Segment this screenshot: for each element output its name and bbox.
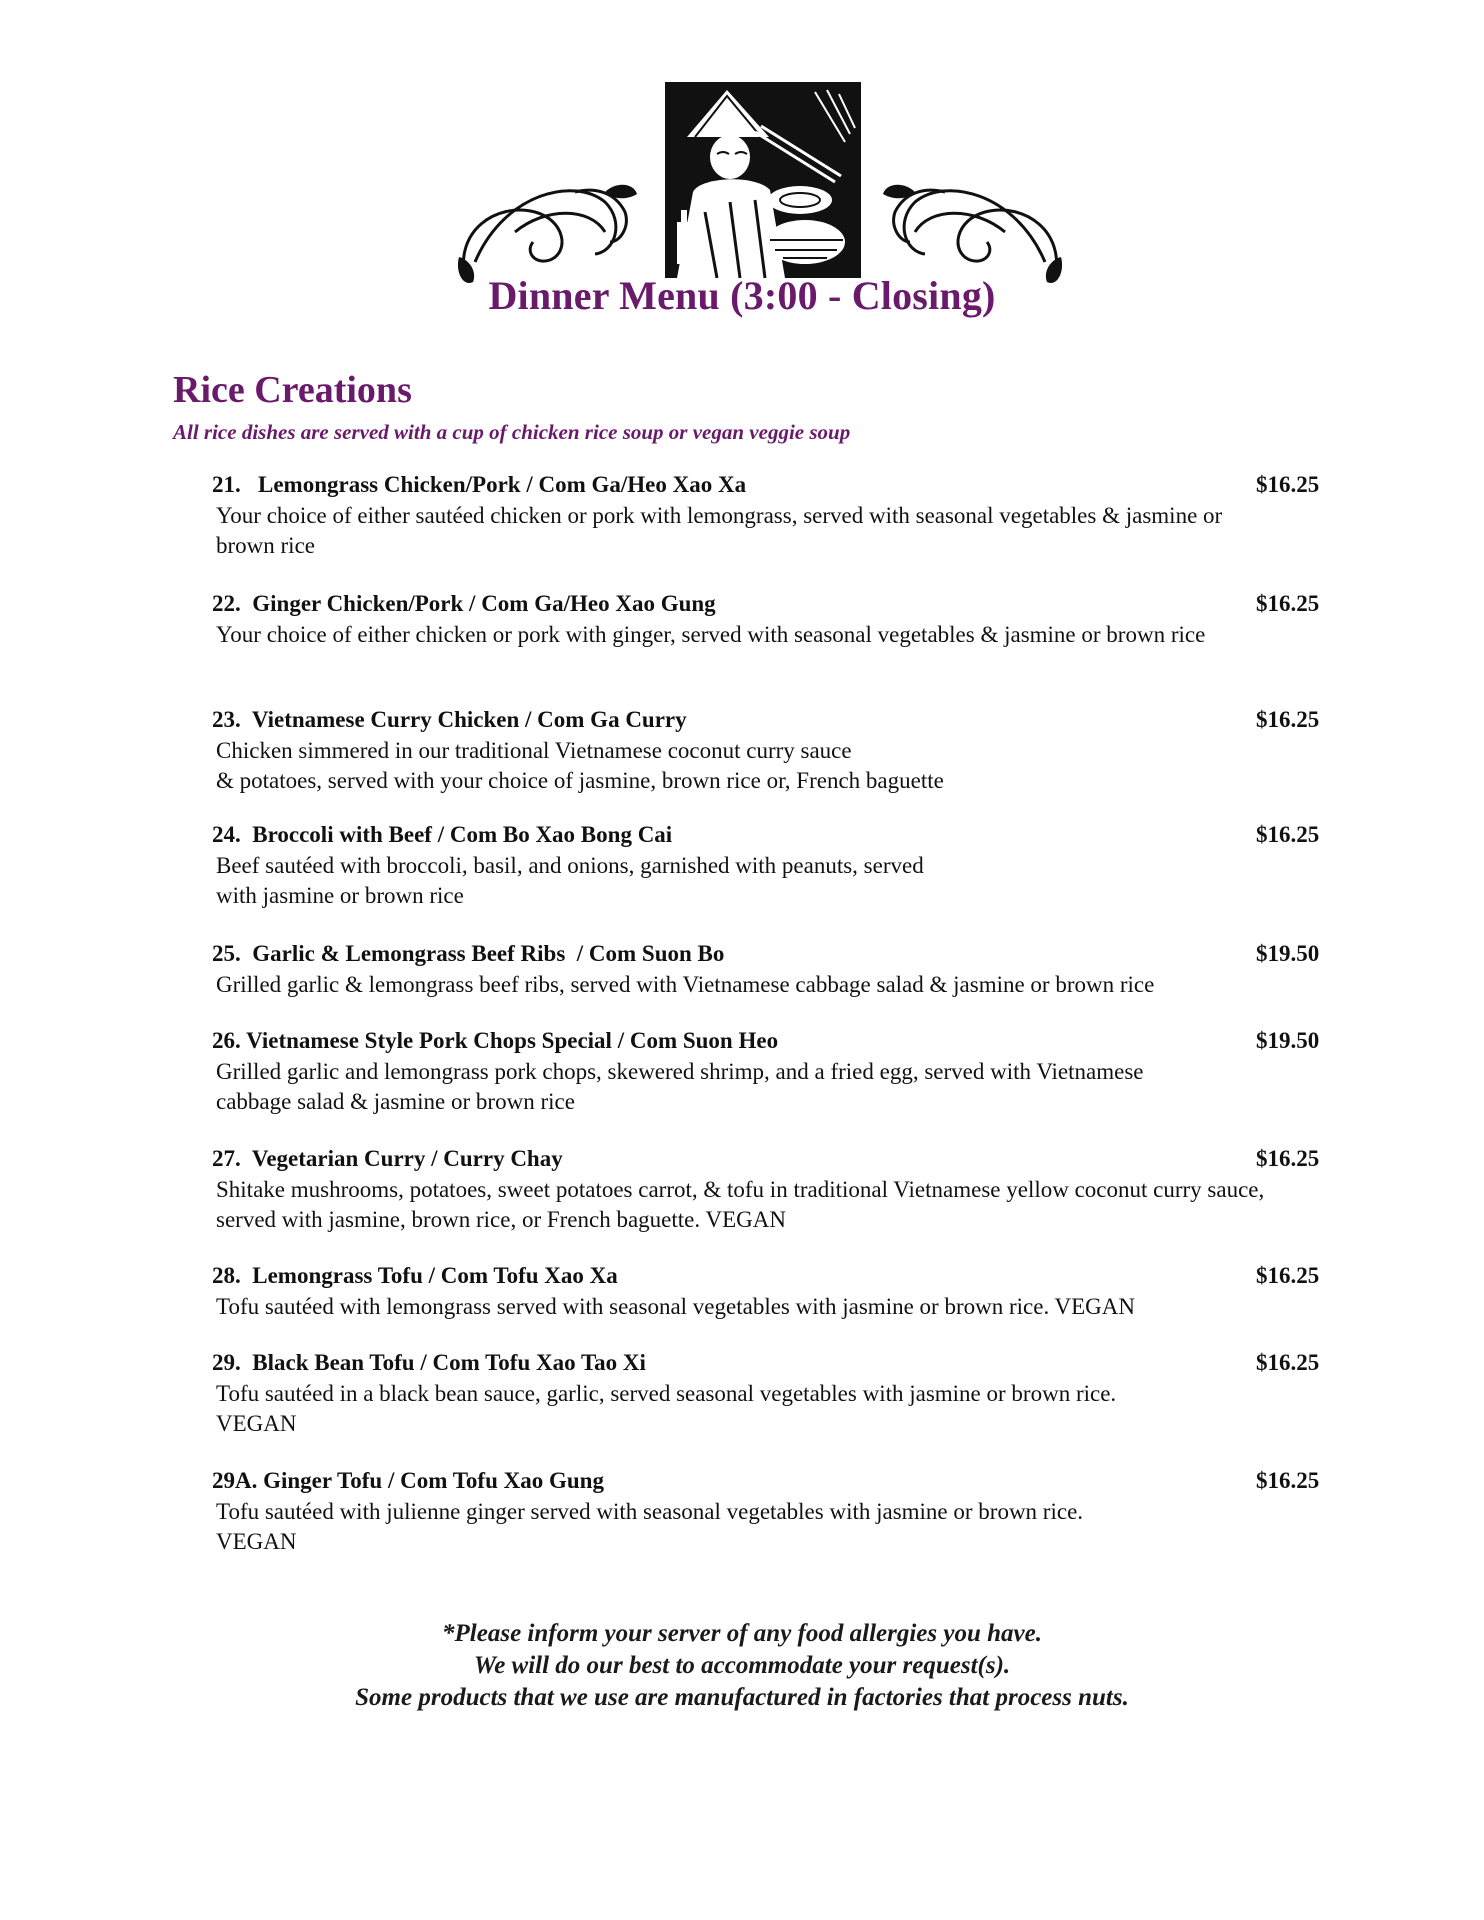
item-name: 21. Lemongrass Chicken/Pork / Com Ga/Heo Xao Xa	[212, 472, 747, 497]
item-name: 29. Black Bean Tofu / Com Tofu Xao Tao Xi	[212, 1350, 646, 1375]
menu-item	[212, 707, 1332, 796]
menu-item	[212, 472, 1332, 561]
item-description: Your choice of either sautéed chicken or pork with lemongrass, served with seasonal vegetables & jasmine or brown rice	[216, 503, 1223, 558]
section-subtitle: All rice dishes are served with a cup of chicken rice soup or vegan veggie soup	[173, 420, 851, 444]
item-name: 25. Garlic & Lemongrass Beef Ribs / Com Suon Bo	[212, 941, 725, 966]
allergy-notice-line: We will do our best to accommodate your request(s).	[473, 1652, 1011, 1679]
woman-conical-hat-woodcut	[665, 82, 861, 278]
item-price: $16.25	[1256, 822, 1320, 847]
menu-item	[212, 591, 1332, 650]
item-description-line: Tofu sautéed in a black bean sauce, garlic, served seasonal vegetables with jasmine or brown rice.	[216, 1381, 1117, 1406]
item-description: Tofu sautéed with lemongrass served with seasonal vegetables with jasmine or brown rice. VEGAN	[216, 1294, 1136, 1319]
item-name: 29A. Ginger Tofu / Com Tofu Xao Gung	[212, 1468, 604, 1493]
item-name: 24. Broccoli with Beef / Com Bo Xao Bong Cai	[212, 822, 673, 847]
page-title: Dinner Menu (3:00 - Closing)	[488, 273, 996, 318]
menu-item	[212, 822, 1332, 911]
allergy-notice-line: *Please inform your server of any food allergies you have.	[442, 1620, 1042, 1647]
menu-item	[212, 1350, 1332, 1439]
menu-item	[212, 1468, 1332, 1557]
menu-item	[212, 941, 1332, 1000]
item-price: $16.25	[1256, 707, 1320, 732]
item-price: $16.25	[1256, 1146, 1320, 1171]
allergy-notice-line: Some products that we use are manufactured in factories that process nuts.	[355, 1684, 1129, 1711]
item-description-line: VEGAN	[216, 1411, 297, 1436]
item-description-line: VEGAN	[216, 1529, 297, 1554]
item-description: Your choice of either chicken or pork with ginger, served with seasonal vegetables & jasmine or brown rice	[216, 622, 1206, 647]
item-description: Grilled garlic & lemongrass beef ribs, served with Vietnamese cabbage salad & jasmine or brown rice	[216, 972, 1155, 997]
item-description-line: & potatoes, served with your choice of jasmine, brown rice or, French baguette	[216, 768, 944, 793]
item-description-line: Tofu sautéed with julienne ginger served with seasonal vegetables with jasmine or brown rice.	[216, 1499, 1084, 1524]
item-name: 26. Vietnamese Style Pork Chops Special / Com Suon Heo	[212, 1028, 779, 1053]
item-description: Grilled garlic and lemongrass pork chops, skewered shrimp, and a fried egg, served with Vietnamese cabbage salad & jasmine or brown rice	[216, 1059, 1144, 1114]
item-price: $19.50	[1256, 941, 1320, 966]
menu-item	[212, 1028, 1332, 1117]
allergy-notice	[0, 1618, 1484, 1714]
item-price: $19.50	[1256, 1028, 1320, 1053]
item-price: $16.25	[1256, 1468, 1320, 1493]
item-name: 23. Vietnamese Curry Chicken / Com Ga Curry	[212, 707, 687, 732]
item-name: 28. Lemongrass Tofu / Com Tofu Xao Xa	[212, 1263, 618, 1288]
menu-item	[212, 1146, 1332, 1235]
item-price: $16.25	[1256, 472, 1320, 497]
item-price: $16.25	[1256, 1263, 1320, 1288]
item-name: 27. Vegetarian Curry / Curry Chay	[212, 1146, 563, 1171]
header-illustration	[455, 82, 1065, 287]
item-description-line: Chicken simmered in our traditional Vietnamese coconut curry sauce	[216, 738, 852, 763]
right-flourish-ornament	[894, 190, 1057, 277]
item-name: 22. Ginger Chicken/Pork / Com Ga/Heo Xao Gung	[212, 591, 716, 616]
item-price: $16.25	[1256, 1350, 1320, 1375]
item-description-line: with jasmine or brown rice	[216, 883, 464, 908]
section-title: Rice Creations	[173, 369, 412, 411]
left-flourish-ornament	[463, 190, 626, 277]
menu-item	[212, 1263, 1332, 1322]
item-price: $16.25	[1256, 591, 1320, 616]
item-description: Shitake mushrooms, potatoes, sweet potatoes carrot, & tofu in traditional Vietnamese yellow coconut curry sauce, served with jasmine, brown rice, or French baguette. VEGAN	[216, 1177, 1265, 1232]
item-description-line: Beef sautéed with broccoli, basil, and onions, garnished with peanuts, served	[216, 853, 924, 878]
